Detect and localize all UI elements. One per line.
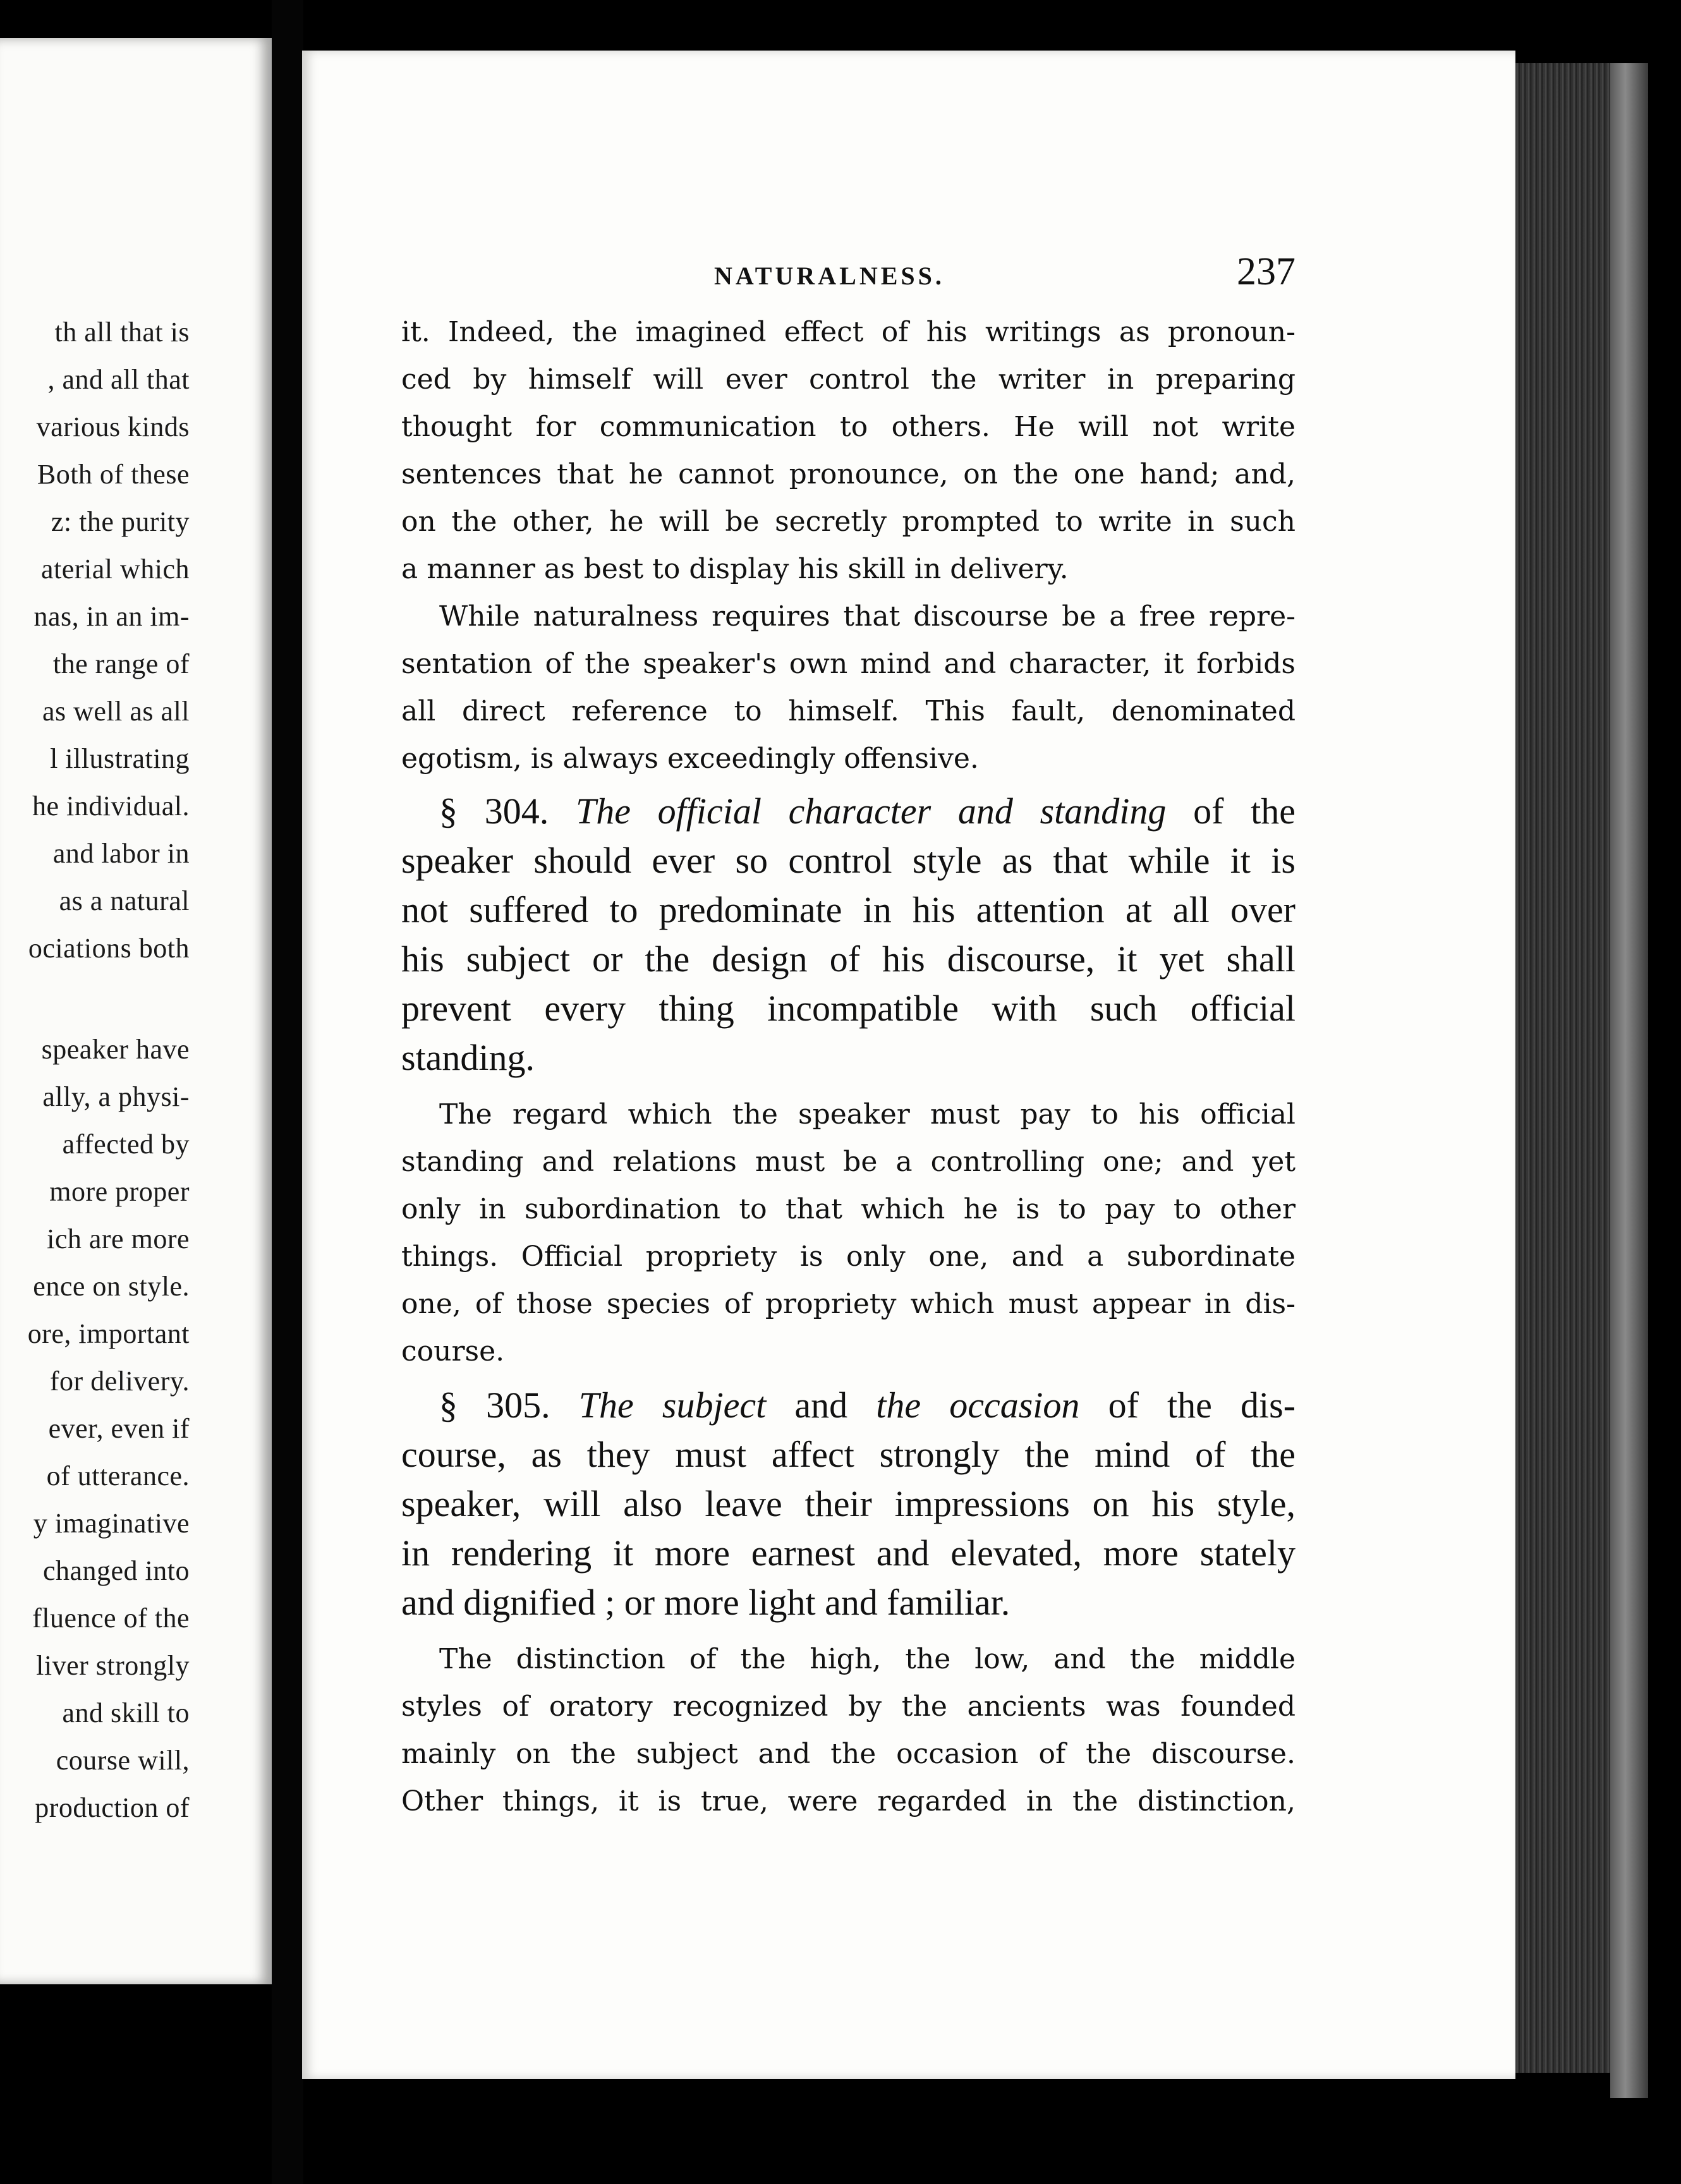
section-number: § 305.	[439, 1385, 550, 1426]
text-line: and dignified ; or more light and familiar.	[401, 1582, 1010, 1623]
left-page-line: th all that is	[54, 317, 190, 348]
left-page-line: Both of these	[37, 459, 190, 490]
left-page-line: nas, in an im-	[33, 601, 190, 632]
page-edges	[1515, 63, 1610, 2073]
left-page-line: aterial which	[41, 554, 190, 585]
left-page-line: , and all that	[47, 364, 190, 395]
text-fragment: and	[794, 1385, 848, 1426]
text-line: sentences that he cannot pronounce, on the one hand; and,	[401, 458, 1296, 490]
text-line: standing and relations must be a controlling one; and yet	[401, 1146, 1296, 1178]
left-page-line: changed into	[42, 1555, 190, 1586]
text-line: a manner as best to display his skill in delivery.	[401, 553, 1069, 585]
text-line: in rendering it more earnest and elevated, more stately	[401, 1532, 1296, 1574]
left-page-line: for delivery.	[49, 1366, 190, 1397]
left-page-line: ally, a physi-	[42, 1081, 190, 1112]
section-topic: The subject	[578, 1385, 767, 1426]
running-head: NATURALNESS.	[714, 262, 945, 290]
page-number: 237	[1237, 250, 1296, 293]
left-page-line: fluence of the	[32, 1603, 190, 1634]
left-page-line: liver strongly	[36, 1650, 190, 1681]
text-line: mainly on the subject and the occasion of the discourse.	[401, 1738, 1296, 1770]
text-fragment: of the dis-	[1108, 1385, 1296, 1426]
previous-page-fragment	[0, 38, 272, 1984]
book-gutter	[272, 0, 303, 2184]
left-page-line: as well as all	[42, 696, 190, 727]
text-line: thought for communication to others. He will not write	[401, 411, 1296, 443]
text-line: standing.	[401, 1037, 535, 1078]
text-line: styles of oratory recognized by the ancients was founded	[401, 1690, 1296, 1723]
section-number: § 304.	[439, 791, 549, 832]
left-page-line: ociations both	[28, 933, 190, 964]
left-page-line: affected by	[62, 1129, 190, 1160]
text-line: one, of those species of propriety which must appear in dis-	[401, 1288, 1296, 1320]
text-line: course, as they must affect strongly the mind of the	[401, 1434, 1296, 1475]
section-topic: The official character and standing	[575, 791, 1167, 832]
text-line: on the other, he will be secretly prompted to write in such	[401, 506, 1296, 538]
left-page-line: he individual.	[32, 791, 190, 822]
text-line: things. Official propriety is only one, and a subordinate	[401, 1241, 1296, 1273]
text-line: Other things, it is true, were regarded in the distinction,	[401, 1785, 1296, 1817]
section-304-heading-line	[439, 790, 1296, 832]
book-cover-edge	[1610, 63, 1648, 2098]
left-page-line: ich are more	[47, 1223, 190, 1254]
left-page-line: ever, even if	[48, 1413, 190, 1444]
left-page-line: ore, important	[27, 1318, 190, 1349]
left-page-line: of utterance.	[46, 1460, 190, 1491]
text-line: ced by himself will ever control the writer in preparing	[401, 363, 1296, 396]
section-305-heading-line	[439, 1384, 1296, 1426]
text-line: The distinction of the high, the low, and the middle	[439, 1643, 1296, 1675]
text-line: only in subordination to that which he is to pay to other	[401, 1193, 1296, 1225]
text-line: not suffered to predominate in his attention at all over	[401, 889, 1296, 930]
text-line: speaker should ever so control style as that while it is	[401, 840, 1296, 881]
text-line: all direct reference to himself. This fault, denominated	[401, 695, 1296, 727]
text-line: prevent every thing incompatible with such official	[401, 988, 1296, 1029]
left-page-line: as a natural	[59, 885, 190, 916]
left-page-line: z: the purity	[51, 506, 190, 537]
left-page-line: course will,	[56, 1745, 190, 1776]
left-page-line: l illustrating	[50, 743, 190, 774]
text-line: it. Indeed, the imagined effect of his writings as pronoun-	[401, 316, 1296, 348]
text-line: sentation of the speaker's own mind and character, it forbids	[401, 648, 1296, 680]
text-line: speaker, will also leave their impressions on his style,	[401, 1483, 1296, 1524]
left-page-line: and skill to	[62, 1697, 190, 1728]
left-page-line: speaker have	[41, 1034, 190, 1065]
left-page-line: various kinds	[36, 411, 190, 442]
text-fragment: of the	[1193, 791, 1296, 832]
text-line: The regard which the speaker must pay to his official	[439, 1098, 1296, 1131]
section-topic: the occasion	[876, 1385, 1080, 1426]
text-line: course.	[401, 1335, 505, 1368]
text-line: his subject or the design of his discourse, it yet shall	[401, 938, 1296, 980]
left-page-line: ence on style.	[33, 1271, 190, 1302]
text-line: While naturalness requires that discourse be a free repre-	[439, 600, 1296, 633]
page-header	[411, 250, 1296, 300]
left-page-line: the range of	[52, 648, 190, 679]
left-page-line: more proper	[49, 1176, 190, 1207]
text-line: egotism, is always exceedingly offensive.	[401, 743, 979, 775]
left-page-line: production of	[35, 1792, 190, 1823]
left-page-line: and labor in	[52, 838, 190, 869]
left-page-line: y imaginative	[33, 1508, 190, 1539]
